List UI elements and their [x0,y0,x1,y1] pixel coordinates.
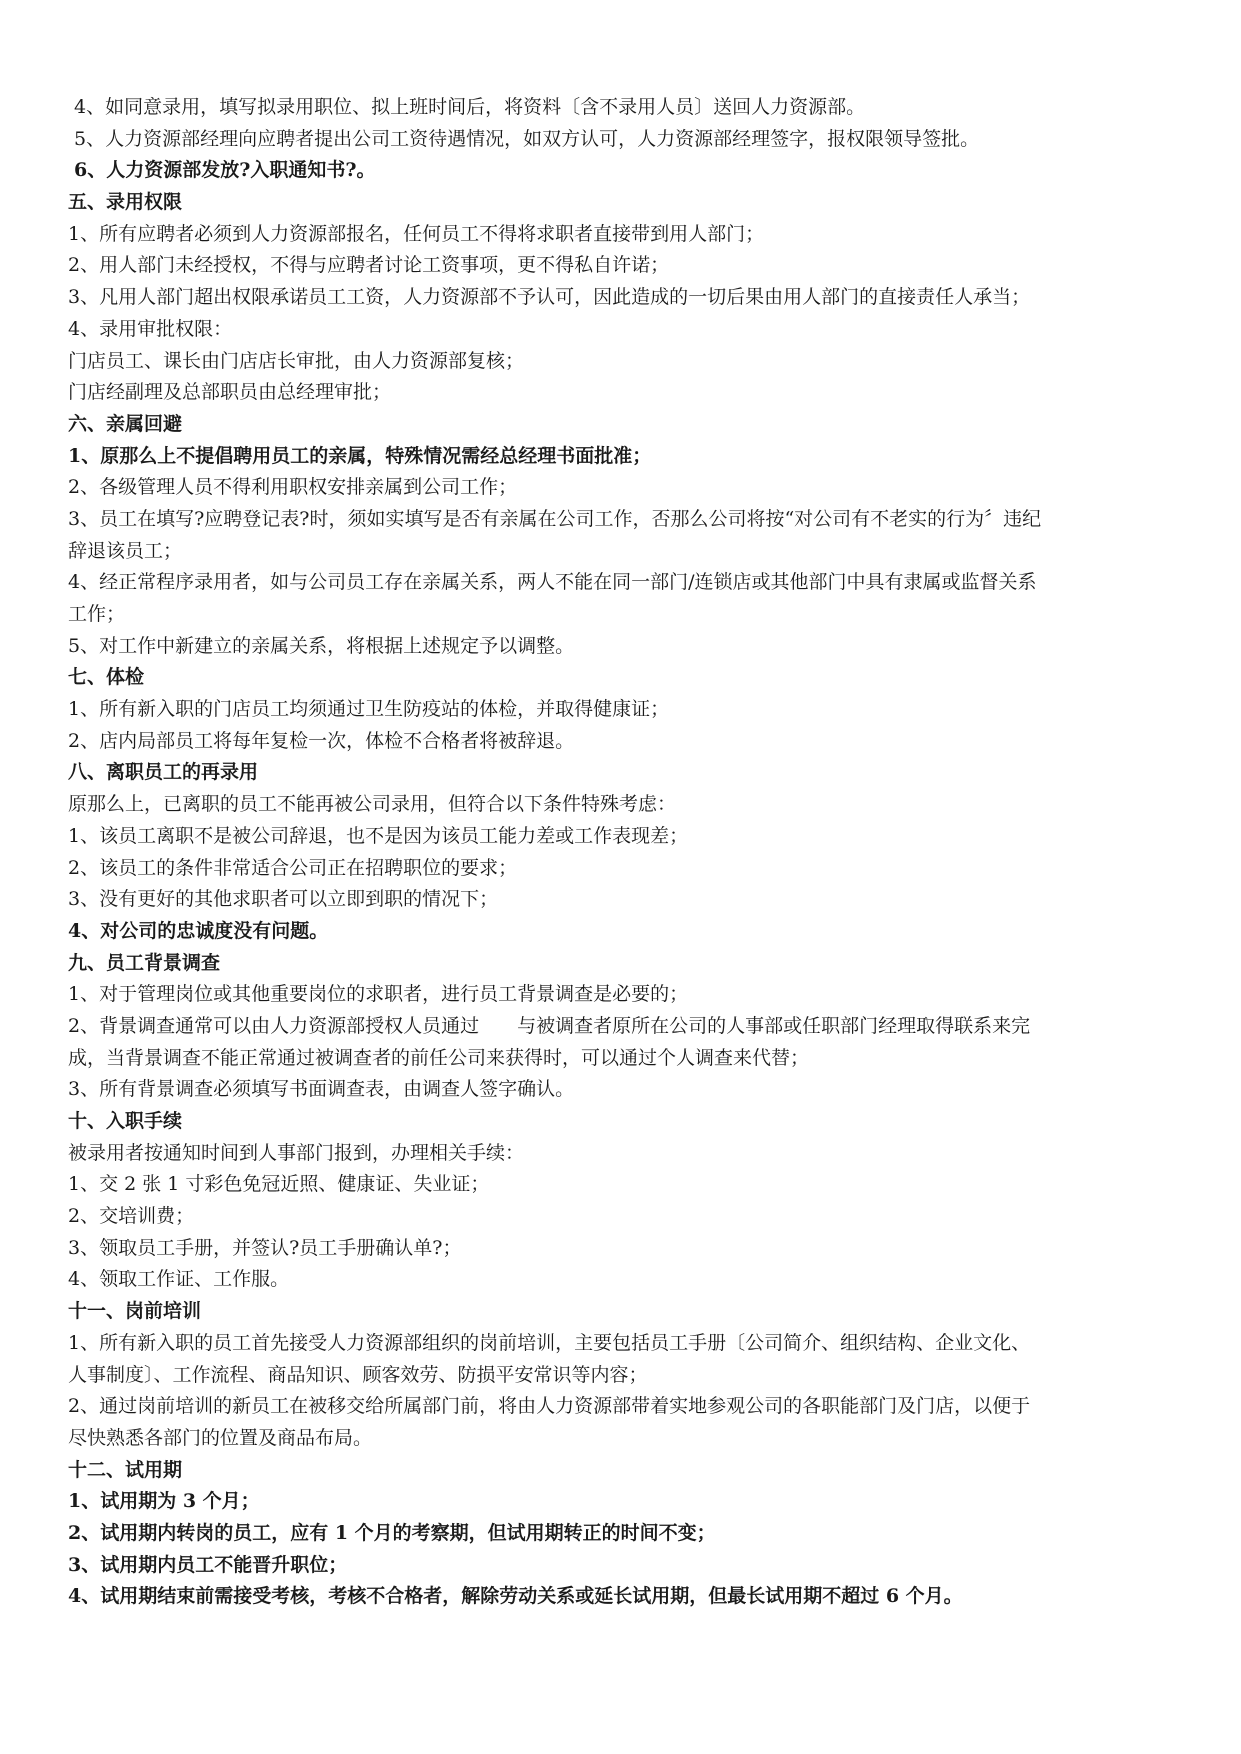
section-heading: 十二、试用期 [68,1458,183,1481]
text-line: 1、所有新入职的员工首先接受人力资源部组织的岗前培训，主要包括员工手册〔公司简介、组织结构、企业文化、 [68,1331,1031,1354]
text-line: 1、试用期为 3 个月； [68,1490,260,1513]
text-line: 门店员工、课长由门店店长审批，由人力资源部复核； [68,349,525,372]
text-line: 4、领取工作证、工作服。 [68,1268,290,1291]
section-heading: 十、入职手续 [68,1110,183,1132]
text-line: 4、对公司的忠诚度没有问题。 [68,919,329,942]
text-line: 人事制度〕、工作流程、商品知识、顾客效劳、防损平安常识等内容； [68,1363,648,1386]
text-line: 辞退该员工； [68,539,183,562]
text-line: 2、该员工的条件非常适合公司正在招聘职位的要求； [68,856,518,879]
text-line: 4、录用审批权限： [68,317,233,340]
text-line: 3、所有背景调查必须填写书面调查表，由调查人签字确认。 [68,1078,575,1101]
text-line: 3、领取员工手册，并签认?员工手册确认单?； [68,1236,462,1259]
text-line: 1、对于管理岗位或其他重要岗位的求职者，进行员工背景调查是必要的； [68,983,689,1006]
text-line: 2、背景调查通常可以由人力资源部授权人员通过 与被调查者原所在公司的人事部或任职部门经理取得联系来完 [68,1014,1031,1037]
text-line: 成，当背景调查不能正常通过被调查者的前任公司来获得时，可以通过个人调查来代替； [68,1046,810,1069]
text-line: 门店经副理及总部职员由总经理审批； [68,381,392,404]
text-line: 3、员工在填写?应聘登记表?时，须如实填写是否有亲属在公司工作，否那么公司将按“对公司有不老实的行为〞违纪 [68,507,1042,530]
text-line: 2、交培训费； [68,1205,195,1228]
document-body [68,92,1178,1613]
text-line: 工作； [68,603,126,625]
text-line: 4、如同意录用，填写拟录用职位、拟上班时间后，将资料〔含不录用人员〕送回人力资源部。 [74,96,866,118]
text-line: 2、试用期内转岗的员工，应有 1 个月的考察期，但试用期转正的时间不变； [68,1521,716,1544]
section-heading: 十一、岗前培训 [68,1300,202,1323]
text-line: 3、试用期内员工不能晋升职位； [68,1553,348,1576]
text-line: 1、该员工离职不是被公司辞退，也不是因为该员工能力差或工作表现差； [68,824,689,847]
text-line: 4、经正常程序录用者，如与公司员工存在亲属关系，两人不能在同一部门/连锁店或其他部门中具有隶属或监督关系 [68,571,1037,594]
text-line: 2、通过岗前培训的新员工在被移交给所属部门前，将由人力资源部带着实地参观公司的各职能部门及门店，以便于 [68,1395,1031,1418]
text-line: 被录用者按通知时间到人事部门报到，办理相关手续： [68,1141,525,1164]
section-heading: 八、离职员工的再录用 [68,761,259,784]
section-heading: 九、员工背景调查 [68,951,221,974]
text-line: 1、所有新入职的门店员工均须通过卫生防疫站的体检，并取得健康证； [68,698,670,721]
section-heading: 七、体检 [68,666,145,689]
text-line: 3、凡用人部门超出权限承诺员工工资，人力资源部不予认可，因此造成的一切后果由用人部门的直接责任人承当； [68,286,1031,309]
text-line: 5、对工作中新建立的亲属关系，将根据上述规定予以调整。 [68,634,575,657]
text-line: 2、用人部门未经授权，不得与应聘者讨论工资事项，更不得私自许诺； [68,254,670,277]
text-line: 尽快熟悉各部门的位置及商品布局。 [68,1426,373,1449]
text-line: 1、交 2 张 1 寸彩色免冠近照、健康证、失业证； [68,1173,490,1196]
text-line: 4、试用期结束前需接受考核，考核不合格者，解除劳动关系或延长试用期，但最长试用期不超过 6 个月。 [68,1585,963,1608]
section-heading: 五、录用权限 [68,191,183,214]
text-line: 2、店内局部员工将每年复检一次，体检不合格者将被辞退。 [68,729,575,752]
section-heading: 六、亲属回避 [68,412,183,435]
text-line: 2、各级管理人员不得利用职权安排亲属到公司工作； [68,476,518,499]
text-line: 3、没有更好的其他求职者可以立即到职的情况下； [68,888,499,911]
text-line: 1、原那么上不提倡聘用员工的亲属，特殊情况需经总经理书面批准； [68,444,652,467]
text-line: 5、人力资源部经理向应聘者提出公司工资待遇情况，如双方认可，人力资源部经理签字，报权限领导签批。 [74,127,980,150]
text-line: 原那么上，已离职的员工不能再被公司录用，但符合以下条件特殊考虑： [68,793,677,816]
text-line: 1、所有应聘者必须到人力资源部报名，任何员工不得将求职者直接带到用人部门； [68,222,765,245]
text-line: 6、人力资源部发放?入职通知书?。 [74,159,376,182]
